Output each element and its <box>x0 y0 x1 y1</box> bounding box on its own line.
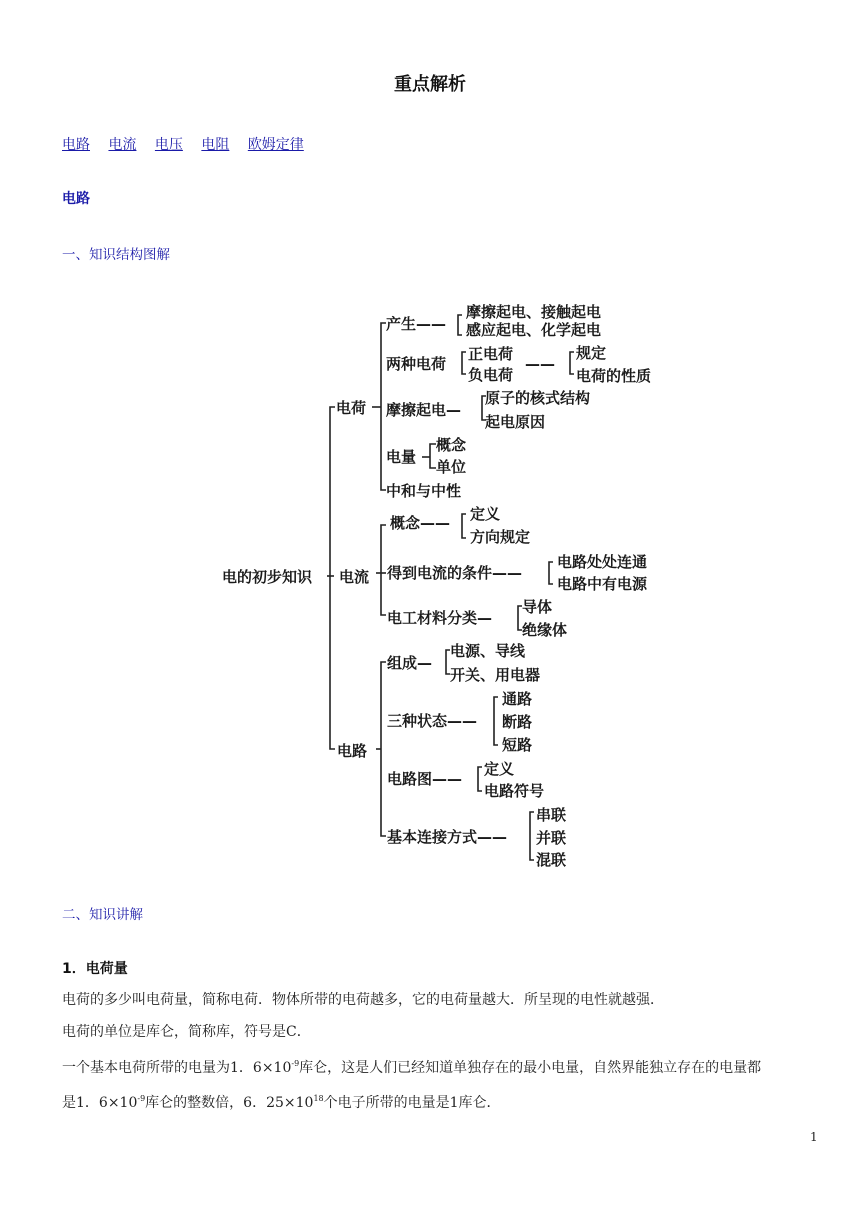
circuit-n1a: 电源、导线 <box>450 642 526 660</box>
charge-n2a: 正电荷 <box>468 345 514 363</box>
charge-n2c-brace <box>570 352 574 374</box>
nav-link-current[interactable]: 电流 <box>108 137 137 153</box>
paragraph-charge-definition: 电荷的多少叫电荷量，简称电荷．物体所带的电荷越多，它的电荷量越大．所呈现的电性就越强． <box>62 992 664 1008</box>
l1-charge: 电荷 <box>336 399 367 417</box>
l1-circuit: 电路 <box>337 742 368 760</box>
nav-link-resistance[interactable]: 电阻 <box>201 137 230 153</box>
root-label: 电的初步知识 <box>222 568 313 586</box>
charge-n2-brace <box>462 352 466 374</box>
nav-link-circuit[interactable]: 电路 <box>62 137 90 153</box>
current-n2-brace <box>549 562 553 584</box>
charge-n2b: 负电荷 <box>468 366 514 384</box>
paragraph-charge-unit: 电荷的单位是库仑，简称库，符号是C． <box>62 1024 311 1040</box>
current-n1: 概念—— <box>390 514 451 532</box>
charge-n1: 产生—— <box>386 315 447 333</box>
charge-n1a: 摩擦起电、接触起电 <box>466 303 602 321</box>
circuit-n2a: 通路 <box>502 690 533 708</box>
current-n3a: 导体 <box>522 598 553 616</box>
circuit-n4: 基本连接方式—— <box>387 828 508 846</box>
charge-n2-dash: —— <box>525 355 555 373</box>
nav-link-ohms-law[interactable]: 欧姆定律 <box>247 137 304 153</box>
current-n3: 电工材料分类— <box>387 609 493 627</box>
current-n1-brace <box>462 514 466 538</box>
circuit-n4b: 并联 <box>536 829 567 847</box>
charge-n3: 摩擦起电— <box>386 401 462 419</box>
circuit-n4a: 串联 <box>536 806 567 824</box>
root-brace <box>330 407 335 749</box>
current-n2b: 电路中有电源 <box>557 575 648 593</box>
current-n1a: 定义 <box>470 505 501 523</box>
circuit-n4-brace <box>530 812 534 860</box>
circuit-n3-brace <box>478 767 482 791</box>
page-title: 重点解析 <box>394 74 466 95</box>
knowledge-structure-diagram <box>200 290 680 884</box>
charge-n2c: 规定 <box>576 344 607 362</box>
current-n3b: 绝缘体 <box>522 621 568 639</box>
circuit-n4c: 混联 <box>536 851 567 869</box>
circuit-brace <box>381 662 386 836</box>
circuit-n2: 三种状态—— <box>387 712 478 730</box>
charge-n2: 两种电荷 <box>386 355 447 373</box>
charge-n3b: 起电原因 <box>485 413 546 431</box>
topic-nav <box>62 134 318 154</box>
current-n2a: 电路处处连通 <box>557 553 648 571</box>
charge-n1b: 感应起电、化学起电 <box>466 321 602 339</box>
circuit-n1b: 开关、用电器 <box>450 666 541 684</box>
item-heading-charge: 1．电荷量 <box>62 961 128 977</box>
paragraph-elementary-charge: 一个基本电荷所带的电量为1．$6\times 10^{-9}$库仑，这是人们已经知道单独存在的最小电量，自然界能独立存在的电量都 <box>62 1059 762 1076</box>
circuit-n1: 组成— <box>387 654 433 672</box>
circuit-n3: 电路图—— <box>387 770 463 788</box>
l1-current: 电流 <box>339 568 370 586</box>
circuit-n2b: 断路 <box>502 713 533 731</box>
charge-n5: 中和与中性 <box>386 482 462 500</box>
current-brace <box>381 525 386 615</box>
circuit-n3b: 电路符号 <box>484 782 545 800</box>
circuit-n2-brace <box>494 697 498 745</box>
charge-n4: 电量 <box>386 448 417 466</box>
charge-n3a: 原子的核式结构 <box>485 389 591 407</box>
subsection-heading-explanation: 二、知识讲解 <box>62 907 143 923</box>
page-number: 1 <box>810 1130 818 1144</box>
nav-link-voltage[interactable]: 电压 <box>154 137 183 153</box>
circuit-n3a: 定义 <box>484 760 515 778</box>
section-heading: 电路 <box>62 191 90 207</box>
subsection-heading-structure: 一、知识结构图解 <box>62 247 170 263</box>
current-n2: 得到电流的条件—— <box>387 564 523 582</box>
charge-n2d: 电荷的性质 <box>576 367 652 385</box>
charge-n4b: 单位 <box>436 458 467 476</box>
circuit-n2c: 短路 <box>502 736 533 754</box>
knowledge-tree-svg <box>200 290 680 880</box>
charge-n1-brace <box>458 315 462 335</box>
paragraph-elementary-charge-cont: 是1．$6\times 10^{-9}$库仑的整数倍，6．$25\times 10^{18}$个电子所带的电量是1库仑． <box>62 1094 501 1111</box>
current-n1b: 方向规定 <box>470 528 531 546</box>
charge-n4a: 概念 <box>436 436 467 454</box>
